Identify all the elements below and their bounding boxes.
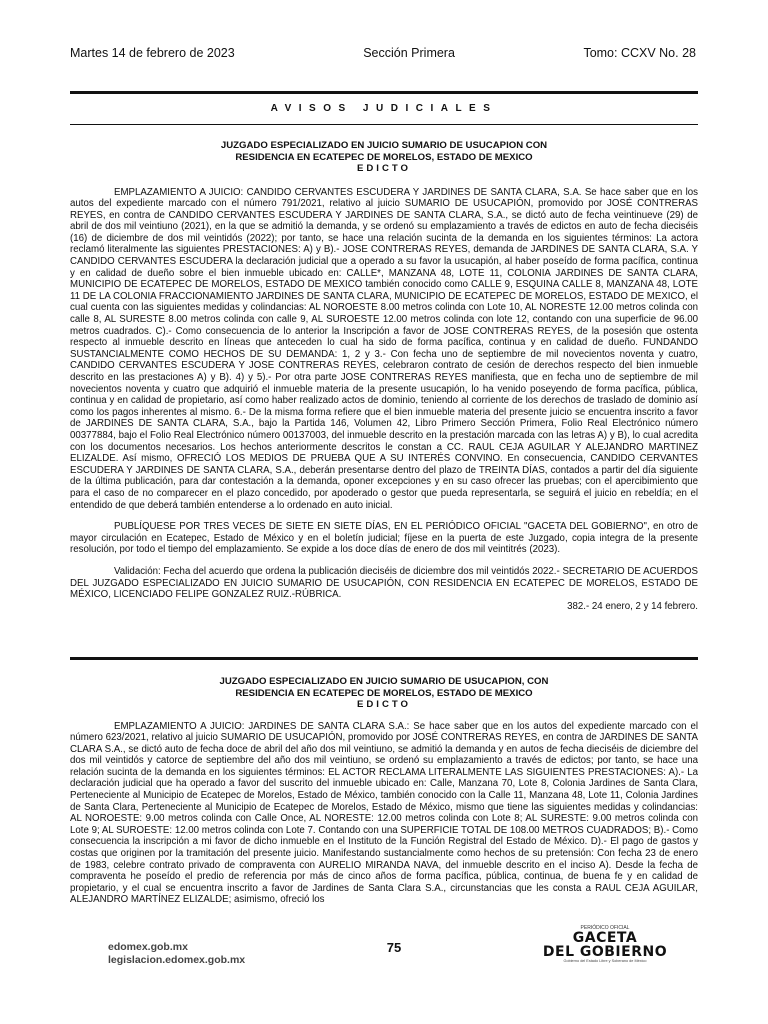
court-name-line1: JUZGADO ESPECIALIZADO EN JUICIO SUMARIO DE USUCAPION CON — [220, 140, 548, 151]
page-number: 75 — [386, 940, 402, 955]
validation-paragraph: Validación: Fecha del acuerdo que ordena la publicación dieciséis de diciembre dos mil veintidós 2022.- SECRETARIO DE ACUERDOS DEL JUZGADO ESPECIALIZADO EN JUICIO SUMARIO DE USUCAPIÓN, CON RESIDENCIA EN ECATEPEC DE MORELOS, ESTADO DE MÉXICO, LICENCIADO FELIPE GONZALEZ RUIZ.-RÚBRICA. — [70, 565, 698, 601]
page-header — [70, 43, 696, 63]
volume-number: Tomo: CCXV No. 28 — [583, 46, 696, 60]
publication-date: Martes 14 de febrero de 2023 — [70, 46, 235, 60]
edicto-label: EDICTO — [356, 163, 412, 174]
court-heading — [70, 676, 698, 711]
publication-order-paragraph: PUBLÍQUESE POR TRES VECES DE SIETE EN SIETE DÍAS, EN EL PERIÓDICO OFICIAL "GACETA DEL GOBIERNO", en otro de mayor circulación en Ecatepec, Estado de México y en el boletín judicial; fíjese en la puerta de este Juzgado, copia integra de la presente resolución, por todo el tiempo del emplazamiento. Se expide a los doce días de enero de dos mil veintitrés (2023). — [70, 521, 698, 556]
gaceta-logo — [540, 925, 670, 964]
section-name: Sección Primera — [363, 46, 455, 60]
court-heading — [70, 140, 698, 175]
publication-dates-note: 382.- 24 enero, 2 y 14 febrero. — [567, 600, 698, 612]
edicto-label: EDICTO — [356, 699, 412, 710]
logo-title-line2: DEL GOBIERNO — [542, 944, 668, 960]
website-link[interactable]: edomex.gob.mx — [108, 941, 188, 953]
header-divider — [70, 91, 698, 94]
logo-title-line1: GACETA — [572, 930, 638, 946]
section-title: AVISOS JUDICIALES — [270, 103, 498, 114]
legislation-website-link[interactable]: legislacion.edomex.gob.mx — [108, 954, 246, 966]
notice-body-paragraph: EMPLAZAMIENTO A JUICIO: CANDIDO CERVANTES ESCUDERA Y JARDINES DE SANTA CLARA, S.A. Se hace saber que en los autos del expediente marcado con el número 791/2021, relativo al juicio SUMARIO DE USUCAPIÓN, promovido por JOSÉ CONTRERAS REYES, en contra de CANDIDO CERVANTES ESCUDERA Y JARDINES DE SANTA CLARA, S.A., se dictó auto de fecha veintinueve (29) de abril de dos mil veintiuno (2021), en la que se admitió la demanda, y se ordenó su emplazamiento a través de edictos en auto de fecha dieciséis (16) de diciembre de dos mil veintidós (2022); por tanto, se hace una relación sucinta de la demanda en los siguientes términos: La actora reclamó literalmente las siguientes PRESTACIONES: A) y B).- JOSE CONTRERAS REYES, demanda de JARDINES DE SANTA CLARA, S.A. Y CANDIDO CERVANTES ESCUDERA la declaración judicial que a operado a su favor la usucapión, al haber poseído de forma pacífica, continua y en calidad de dueño sobre el bien inmueble ubicado en: CALLE*, MANZANA 48, LOTE 11, COLONIA JARDINES DE SANTA CLARA, MUNICIPIO DE ECATEPEC DE MORELOS, ESTADO DE MEXICO también conocido como CALLE 9, ESQUINA CALLE 8, MANZANA 48, LOTE 11 DE LA COLONIA FRACCIONAMIENTO JARDINES DE SANTA CLARA, MUNICIPIO DE ECATEPEC DE MORELOS, ESTADO DE MEXICO, el cual cuenta con las siguientes medidas y colindancias: AL NOROESTE 8.00 metros colinda con Lote 10, AL NORESTE 12.00 metros colinda con calle 8, AL SURESTE 8.00 metros colinda con calle 9, AL SUROESTE 12.00 metros colinda con lote 12, contando con una superficie de 96.00 metros cuadrados. C).- Como consecuencia de lo anterior la Inscripción a favor de JOSE CONTRERAS REYES, de la posesión que ostenta respecto al inmueble descrito en líneas que anteceden lo cual ha sido de forma pacífica, continua y en calidad de dueño. FUNDANDO SUSTANCIALMENTE COMO HECHOS DE SU DEMANDA: 1, 2 y 3.- Con fecha uno de septiembre de mil novecientos noventa y cuatro, CANDIDO CERVANTES ESCUDERA Y JOSE CONTRERAS REYES, celebraron contrato de cesión de derechos respecto del bien inmueble descrito en las prestaciones A) y B). 4) y 5).- Por otra parte JOSE CONTRERAS REYES manifiesta, que en fecha uno de septiembre de mil novecientos noventa y cuatro que adquirió el inmueble materia de la presente usucapión, lo ha venido poseyendo de forma pacífica, pública, continua y en calidad de propietario, así como haber realizado actos de dominio, teniendo al corriente de los derechos de traslado de dominio así como los pagos inherentes al mismo. 6.- De la misma forma refiere que el bien inmueble materia del presente juicio se encuentra inscrito a favor de JARDINES DE SANTA CLARA, S.A., bajo la Partida 146, Volumen 42, Libro Primero Sección Primera, Folio Real Electrónico número 00377884, bajo el Folio Real Electrónico número 00137003, del inmueble descrito en la prestación marcada con las letras A) y B), lo cual acredita con los documentos necesarios. Los hechos anteriormente descritos le constan a CC. RAUL CEJA AGUILAR Y ALEJANDRO MARTINEZ ELIZALDE. Así mismo, OFRECIÓ LOS MEDIOS DE PRUEBA QUE A SU INTERÉS CONVINO. En consecuencia, CANDIDO CERVANTES ESCUDERA Y JARDINES DE SANTA CLARA, S.A., deberán presentarse dentro del plazo de TREINTA DÍAS, contados a partir del día siguiente de la última publicación, para dar contestación a la demanda, oponer excepciones y en su caso ofrecer las pruebas; con el apercibimiento que para el caso de no comparecer en el plazo concedido, por apoderado o gestor que pueda representarla, se seguirá el juicio en rebeldía; en el entendido de que deberá también entenderse a lo ordenado en auto inicial. — [70, 186, 698, 511]
notice-body-paragraph: EMPLAZAMIENTO A JUICIO: JARDINES DE SANTA CLARA S.A.: Se hace saber que en los autos del expediente marcado con el número 623/2021, relativo al juicio SUMARIO DE USUCAPIÓN, promovido por JOSÉ CONTRERAS REYES, en contra de JARDINES DE SANTA CLARA S.A., se dictó auto de fecha doce de abril del año dos mil veintiuno, se admitió la demanda y en autos de fecha dieciséis de diciembre del dos mil veintidós y catorce de septiembre del año dos mil veintiuno, se ordenó su emplazamiento a través de edictos; por tanto, se hace una relación sucinta de la demanda en los siguientes términos: EL ACTOR RECLAMA LITERALMENTE LAS SIGUIENTES PRESTACIONES: A).- La declaración judicial que ha operado a favor del suscrito del inmueble ubicado en: Calle, Manzana 70, Lote 8, Colonia Jardines de Santa Clara, Perteneciente al Municipio de Ecatepec de Morelos, Estado de México, también conocido con la Calle 11, Manzana 48, Lote 11, Colonia Jardines de Santa Clara, Perteneciente al Municipio de Ecatepec de Morelos, Estado de México, mismo que tiene las siguientes medidas y colindancias: AL NOROESTE: 9.00 metros colinda con Calle Once, AL NORESTE: 12.00 metros colinda con Lote 8; AL SURESTE: 9.00 metros colinda con Lote 9; AL SUROESTE: 12.00 metros colinda con Lote 7. Contando con una SUPERFICIE TOTAL DE 108.00 METROS CUADRADOS; B).- Como consecuencia la inscripción a mi favor de dicho inmueble en el Instituto de la Función Registral del Estado de México. D).- El pago de gastos y costas que originen por la tramitación del presente juicio. Manifestando sustancialmente como hechos de su pretensión: Con fecha 23 de enero de 1983, celebre contrato privado de compraventa con AURELIO MIRANDA NAVA, del inmueble descrito en el inciso A). Desde la fecha de compraventa he poseído el predio de referencia por más de cinco años de forma pacífica, pública, continua, de buena fe y en calidad de propietario, y el cual se encuentra inscrito a favor de Jardines de Santa Clara S.A., circunstancias que les consta a RAUL CEJA AGUILAR, ALEJANDRO MARTÍNEZ ELIZALDE; asimismo, ofreció los — [70, 720, 698, 906]
logo-subtitle: Gobierno del Estado Libre y Soberano de México — [563, 959, 647, 963]
notice-divider — [70, 657, 698, 660]
judicial-notice-1 — [70, 140, 698, 612]
logo-caption: PERIÓDICO OFICIAL — [580, 925, 630, 931]
court-name-line2: RESIDENCIA EN ECATEPEC DE MORELOS, ESTADO DE MEXICO — [235, 687, 533, 699]
section-divider — [70, 124, 698, 125]
court-name-line2: RESIDENCIA EN ECATEPEC DE MORELOS, ESTADO DE MEXICO — [235, 151, 533, 163]
judicial-notice-2 — [70, 676, 698, 906]
court-name-line1: JUZGADO ESPECIALIZADO EN JUICIO SUMARIO DE USUCAPION, CON — [219, 676, 549, 687]
